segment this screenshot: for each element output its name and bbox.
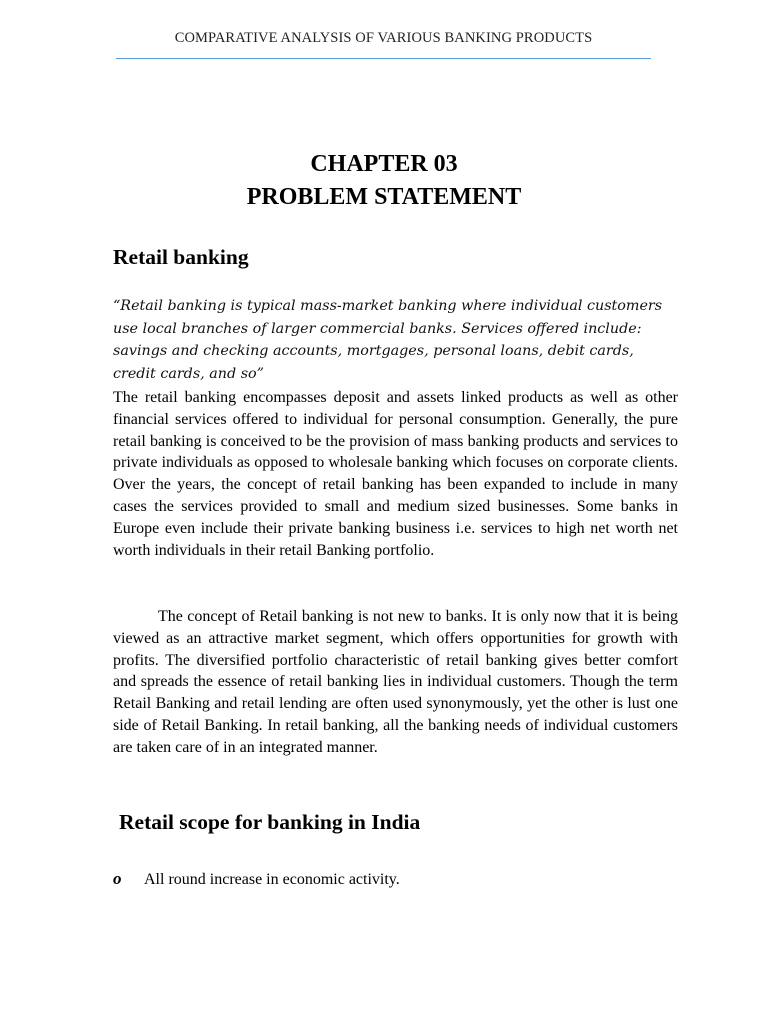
- section-heading-retail-scope: Retail scope for banking in India: [119, 810, 421, 834]
- body-paragraph-2: The concept of Retail banking is not new to banks. It is only now that it is being viewed as an attractive market segment, which offers opportunities for growth with profits. The diversified portfolio characteristic of retail banking gives better comfort and spreads the essence of retail banking lies in individual customers. Though the term Retail Banking and retail lending are often used synonymously, yet the other is lust one side of Retail Banking. In retail banking, all the banking needs of individual customers are taken care of in an integrated manner.: [113, 608, 678, 756]
- page-header: COMPARATIVE ANALYSIS OF VARIOUS BANKING PRODUCTS: [174, 30, 593, 46]
- bullet-marker: o: [113, 869, 122, 888]
- header-divider: [116, 58, 651, 59]
- definition-quote: “Retail banking is typical mass-market banking where individual customers use local branches of larger commercial banks. Services offered include: savings and checking accounts, mortgages, personal loans, debit cards, credit cards, and so”: [113, 298, 663, 382]
- body-paragraph-1: The retail banking encompasses deposit and assets linked products as well as other financial services offered to individual for personal consumption. Generally, the pure retail banking is conceived to be the provision of mass banking products and services to private individuals as opposed to wholesale banking which focuses on corporate clients. Over the years, the concept of retail banking has been expanded to include in many cases the services provided to small and medium sized businesses. Some banks in Europe even include their private banking business i.e. services to high net worth net worth individuals in their retail Banking portfolio.: [113, 389, 678, 559]
- list-item: [113, 869, 400, 889]
- section-heading-retail-banking: Retail banking: [113, 245, 249, 269]
- chapter-number: CHAPTER 03: [310, 151, 458, 177]
- chapter-title: PROBLEM STATEMENT: [246, 184, 522, 210]
- list-item-text: All round increase in economic activity.: [144, 871, 400, 888]
